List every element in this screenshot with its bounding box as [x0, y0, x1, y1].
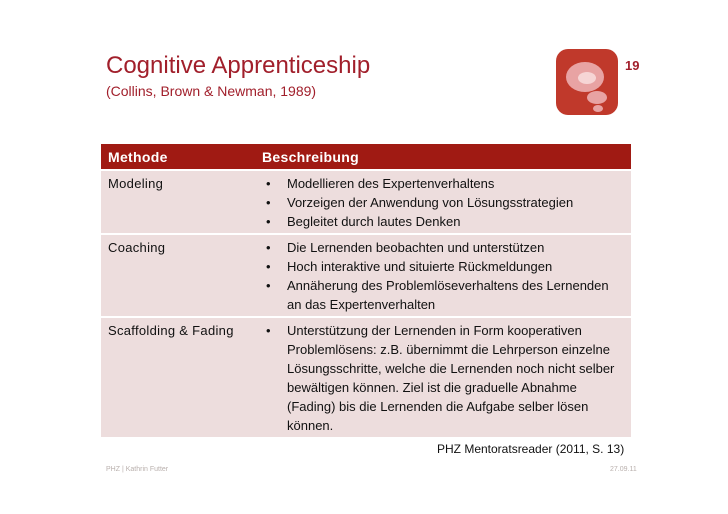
method-cell: Coaching [101, 234, 255, 317]
description-cell [255, 234, 631, 317]
slide-title: Cognitive Apprenticeship [106, 52, 371, 79]
description-cell [255, 170, 631, 234]
footer-author: PHZ | Kathrin Futter [106, 466, 169, 473]
description-list [262, 321, 624, 435]
list-item: • Begleitet durch lautes Denken [262, 212, 624, 231]
list-item: • Vorzeigen der Anwendung von Lösungsstrategien [262, 193, 624, 212]
header-beschreibung: Beschreibung [255, 144, 631, 170]
method-cell: Scaffolding & Fading [101, 317, 255, 437]
slide-subtitle: (Collins, Brown & Newman, 1989) [106, 83, 317, 99]
description-list [262, 174, 624, 231]
list-item: • Hoch interaktive und situierte Rückmeldungen [262, 257, 624, 276]
methods-table [101, 144, 631, 437]
description-list [262, 238, 624, 314]
table-header-row [101, 144, 631, 170]
slide-number: 19 [625, 58, 640, 73]
source-citation: PHZ Mentoratsreader (2011, S. 13) [437, 442, 625, 456]
table-row [101, 234, 631, 317]
list-item: • Unterstützung der Lernenden in Form kooperativen Problemlösens: z.B. übernimmt die Lehrperson einzelne Lösungsschritte, welche die Lernenden noch nicht selber bewältigen können. Ziel ist die graduelle Abnahme (Fading) bis die Lernenden die Aufgabe selber lösen können. [262, 321, 624, 435]
speech-bubble-logo-icon [556, 49, 618, 115]
list-item: • Modellieren des Expertenverhaltens [262, 174, 624, 193]
method-cell: Modeling [101, 170, 255, 234]
list-item: • Annäherung des Problemlöseverhaltens des Lernenden an das Expertenverhalten [262, 276, 624, 314]
description-cell [255, 317, 631, 437]
list-item: • Die Lernenden beobachten und unterstützen [262, 238, 624, 257]
footer-date: 27.09.11 [610, 466, 637, 473]
header-methode: Methode [101, 144, 255, 170]
table-row [101, 317, 631, 437]
table-row [101, 170, 631, 234]
